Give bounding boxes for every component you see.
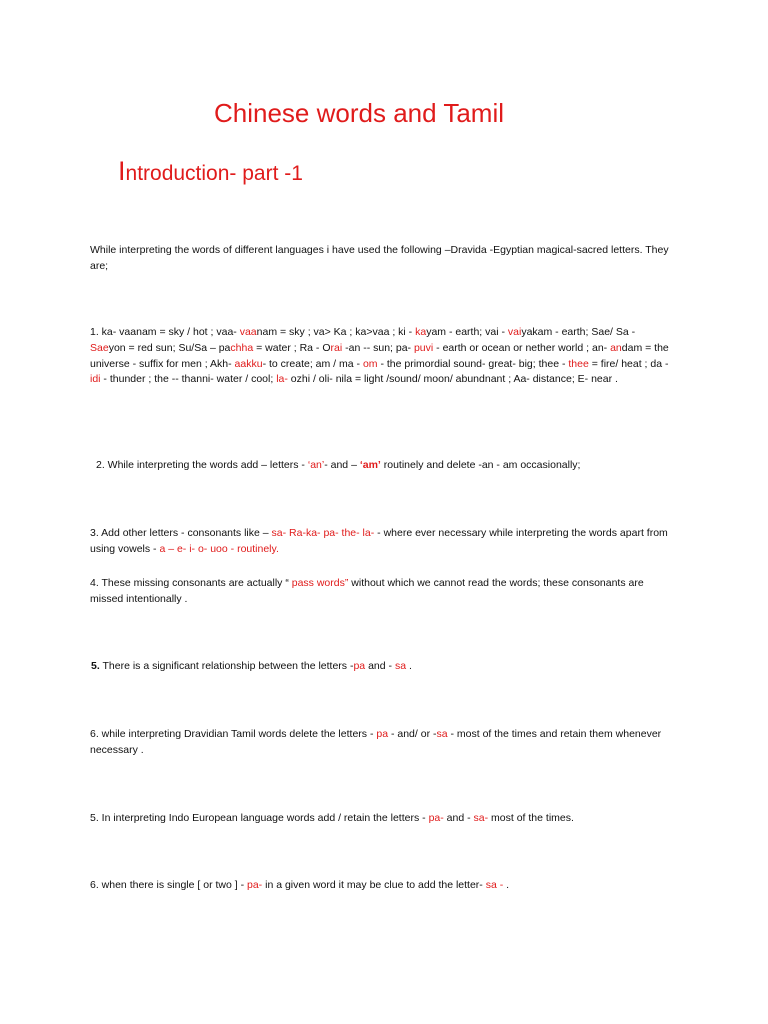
text-run: - to create; am / ma - [262, 357, 363, 370]
text-run: yakam - earth; Sae/ Sa - [521, 326, 636, 338]
highlight-run: an [610, 341, 622, 354]
text-run: 6. while interpreting Dravidian Tamil words delete the letters - [90, 728, 377, 740]
highlight-run: Sae [90, 341, 109, 354]
text-run: without which we cannot read the words; these consonants are missed intentionally . [90, 577, 644, 605]
paragraph-3 [90, 525, 672, 557]
text-run: - where ever necessary while interpreting the words apart from using vowels - [90, 527, 668, 555]
text-run: 1. ka- vaanam = sky / hot ; vaa- [90, 326, 240, 338]
intro-paragraph: While interpreting the words of different languages i have used the following –Dravida -Egyptian magical-sacred letters. They are; [90, 244, 669, 272]
text-run: 6. when there is single [ or two ] - [90, 879, 247, 891]
highlight-run: ‘am’ [359, 459, 381, 471]
text-run: and - [443, 812, 474, 824]
text-run: - the primordial sound- great- big; thee - [377, 357, 569, 370]
highlight-run: ka [415, 326, 427, 338]
text-run: - and/ or - [388, 728, 437, 740]
text-run: and - [365, 660, 395, 672]
text-run: nam = sky ; va> Ka ; ka>vaa ; ki - [256, 326, 416, 338]
text-run: = fire/ heat ; da - [588, 357, 669, 370]
highlight-run: la- [276, 373, 288, 386]
highlight-run: aakku [234, 357, 263, 370]
highlight-run: pa [376, 728, 389, 740]
highlight-run: a – e- i- o- uoo - routinely. [159, 543, 279, 555]
highlight-run: pa- [247, 879, 263, 891]
highlight-run: sa- Ra-ka- pa- the- la- [271, 527, 375, 539]
paragraph-number: 5. [91, 660, 100, 672]
text-run: . [503, 879, 510, 891]
text-run: 2. While interpreting the words add – letters - [96, 459, 308, 471]
subtitle-initial: I [118, 156, 126, 186]
text-run: routinely and delete -an - am occasionally; [380, 459, 581, 471]
paragraph-8 [90, 877, 672, 893]
highlight-run: sa [436, 728, 448, 740]
paragraph-6 [90, 726, 672, 758]
text-run: . [406, 660, 412, 672]
highlight-run: sa - [485, 879, 504, 891]
text-run: yon = red sun; Su/Sa – pa [108, 341, 231, 354]
text-run: in a given word it may be clue to add the letter- [262, 879, 486, 891]
highlight-run: idi [90, 373, 101, 386]
highlight-run: vai [507, 326, 522, 338]
highlight-run: rai [330, 341, 343, 354]
paragraph-5 [91, 658, 673, 674]
text-run: - thunder ; the -- thanni- water / cool; [100, 373, 277, 386]
text-run: 5. In interpreting Indo European language words add / retain the letters - [90, 812, 429, 824]
highlight-run: thee [568, 357, 589, 370]
document-title: Chinese words and Tamil [214, 98, 504, 128]
text-run: yam - earth; vai - [426, 326, 508, 338]
highlight-run: vaa [239, 326, 257, 338]
text-run: There is a significant relationship between the letters - [99, 660, 354, 672]
subtitle-rest: ntroduction- part -1 [125, 162, 303, 185]
highlight-run: om [362, 357, 378, 370]
text-run: 3. Add other letters - consonants like – [90, 527, 272, 539]
document-subtitle [118, 156, 303, 189]
highlight-run: puvi [413, 341, 434, 354]
text-run: - and – [324, 459, 360, 471]
paragraph-1 [90, 325, 672, 388]
highlight-run: ‘an’ [307, 459, 325, 471]
text-run: = water ; Ra - O [253, 341, 331, 354]
highlight-run: pass words” [291, 577, 349, 589]
text-run: ozhi / oli- nila = light /sound/ moon/ abundnant ; Aa- distance; E- near . [287, 373, 618, 386]
text-run: - most of the times and retain them whenever necessary . [90, 728, 662, 756]
highlight-run: sa- [473, 812, 489, 824]
highlight-run: chha [230, 341, 254, 354]
text-run: -an -- sun; pa- [342, 341, 414, 354]
paragraph-7 [90, 810, 672, 826]
text-run: 4. These missing consonants are actually “ [90, 577, 292, 589]
highlight-run: pa- [428, 812, 444, 824]
paragraph-4 [90, 575, 672, 607]
text-run: dam = the universe - suffix for men ; Akh- [90, 341, 669, 370]
highlight-run: pa [353, 660, 366, 672]
paragraph-2 [96, 457, 678, 473]
highlight-run: sa [394, 660, 407, 672]
text-run: most of the times. [488, 812, 574, 824]
text-run: - earth or ocean or nether world ; an- [433, 341, 611, 354]
